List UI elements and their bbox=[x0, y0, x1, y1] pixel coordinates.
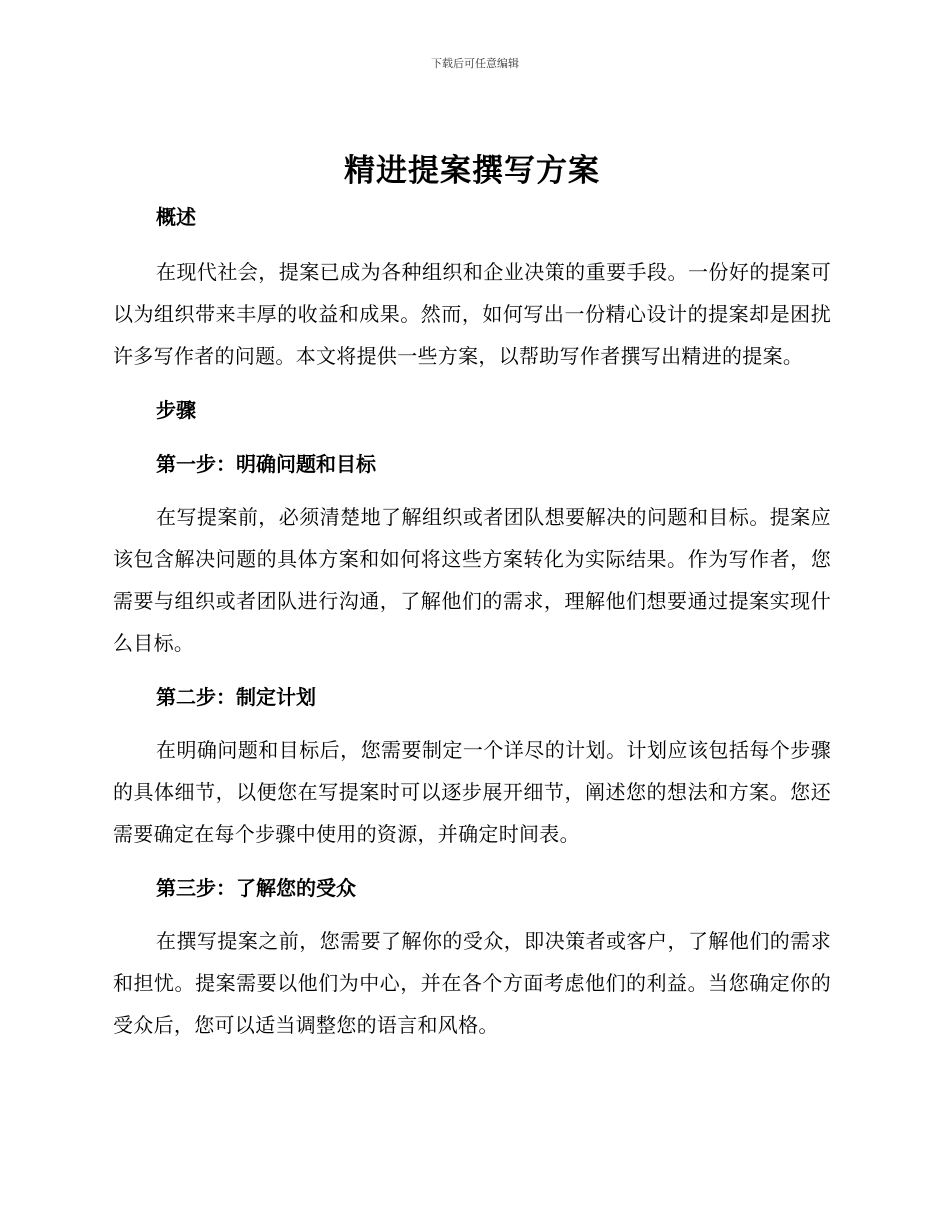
step2-heading: 第二步：制定计划 bbox=[156, 685, 316, 709]
step3-paragraph: 在撰写提案之前，您需要了解你的受众，即决策者或客户，了解他们的需求和担忧。提案需要以他们为中心，并在各个方面考虑他们的利益。当您确定你的受众后，您可以适当调整您的语言和风格。 bbox=[113, 929, 831, 1037]
section-heading-steps: 步骤 bbox=[156, 398, 196, 422]
document-body bbox=[113, 148, 831, 1046]
step1-heading: 第一步：明确问题和目标 bbox=[156, 452, 376, 476]
section-heading-overview: 概述 bbox=[156, 205, 196, 229]
step2-paragraph: 在明确问题和目标后，您需要制定一个详尽的计划。计划应该包括每个步骤的具体细节，以便您在写提案时可以逐步展开细节，阐述您的想法和方案。您还需要确定在每个步骤中使用的资源，并确定时间表。 bbox=[113, 738, 831, 846]
header-note: 下载后可任意编辑 bbox=[431, 57, 519, 70]
paragraph-overview: 在现代社会，提案已成为各种组织和企业决策的重要手段。一份好的提案可以为组织带来丰厚的收益和成果。然而，如何写出一份精心设计的提案却是困扰许多写作者的问题。本文将提供一些方案，以帮助写作者撰写出精进的提案。 bbox=[113, 260, 831, 368]
step1-paragraph: 在写提案前，必须清楚地了解组织或者团队想要解决的问题和目标。提案应该包含解决问题的具体方案和如何将这些方案转化为实际结果。作为写作者，您需要与组织或者团队进行沟通，了解他们的需求，理解他们想要通过提案实现什么目标。 bbox=[113, 505, 831, 655]
step3-heading: 第三步：了解您的受众 bbox=[156, 876, 356, 900]
document-title: 精进提案撰写方案 bbox=[344, 153, 600, 189]
